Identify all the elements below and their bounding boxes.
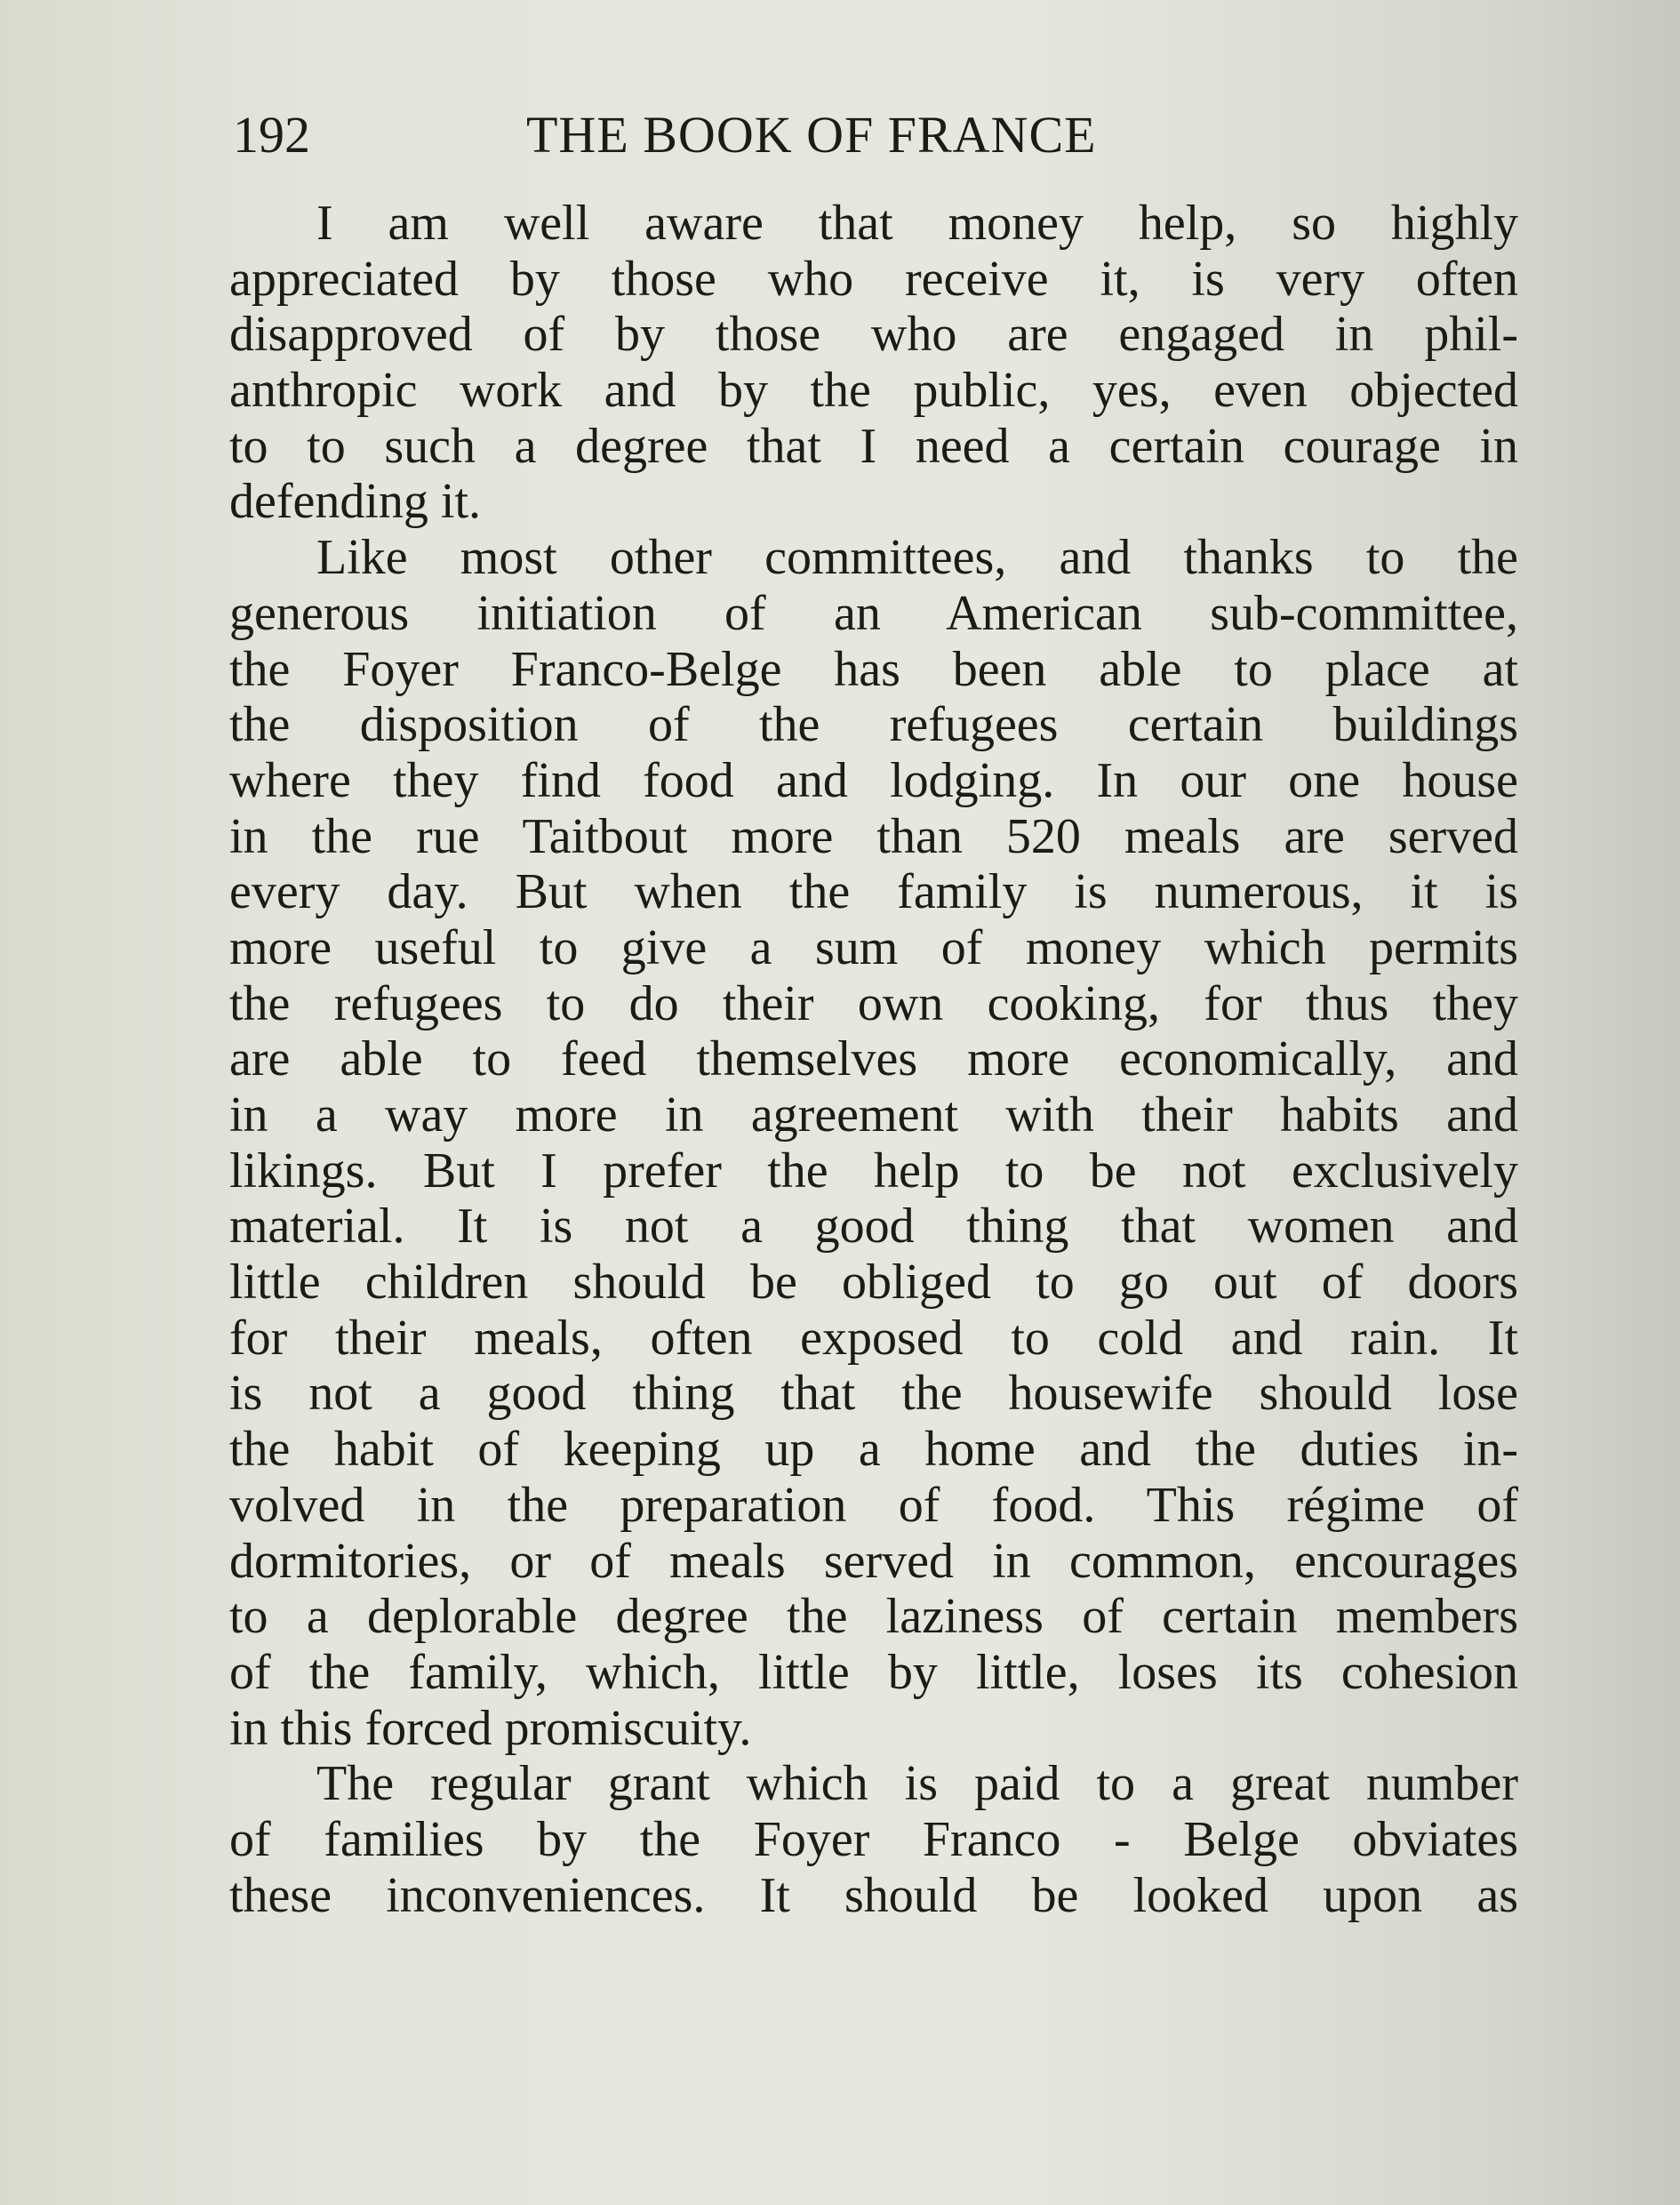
text-line: these inconveniences. It should be looked upon as bbox=[229, 1867, 1518, 1923]
text-line: disapproved of by those who are engaged in phil- bbox=[229, 307, 1518, 363]
text-line: for their meals, often exposed to cold and rain. It bbox=[229, 1310, 1518, 1366]
text-line: material. It is not a good thing that women and bbox=[229, 1199, 1518, 1255]
page-number: 192 bbox=[233, 106, 310, 164]
text-line: in the rue Taitbout more than 520 meals are served bbox=[229, 808, 1518, 864]
text-line: volved in the preparation of food. This régime of bbox=[229, 1477, 1518, 1533]
text-line: the refugees to do their own cooking, for thus they bbox=[229, 975, 1518, 1031]
text-line: dormitories, or of meals served in common, encourages bbox=[229, 1533, 1518, 1589]
text-line: are able to feed themselves more economically, and bbox=[229, 1031, 1518, 1087]
text-line: the disposition of the refugees certain buildings bbox=[229, 697, 1518, 753]
text-line: defending it. bbox=[229, 474, 482, 530]
text-line: the habit of keeping up a home and the duties in- bbox=[229, 1422, 1518, 1478]
text-line: Like most other committees, and thanks to the bbox=[316, 530, 1518, 586]
text-line: appreciated by those who receive it, is very often bbox=[229, 251, 1518, 307]
paragraph bbox=[229, 1756, 1518, 1923]
text-line: likings. But I prefer the help to be not exclusively bbox=[229, 1143, 1518, 1199]
running-title: THE BOOK OF FRANCE bbox=[526, 106, 1097, 164]
text-line: of the family, which, little by little, loses its cohesion bbox=[229, 1644, 1518, 1700]
text-line: where they find food and lodging. In our one house bbox=[229, 752, 1518, 808]
text-line: is not a good thing that the housewife should lose bbox=[229, 1366, 1518, 1422]
text-line: to to such a degree that I need a certain courage in bbox=[229, 418, 1518, 474]
text-line: The regular grant which is paid to a great number bbox=[316, 1756, 1518, 1812]
text-line: in this forced promiscuity. bbox=[229, 1700, 752, 1756]
paragraph bbox=[229, 196, 1518, 530]
text-line: anthropic work and by the public, yes, even objected bbox=[229, 363, 1518, 419]
text-line: the Foyer Franco-Belge has been able to place at bbox=[229, 641, 1518, 697]
text-line: I am well aware that money help, so highly bbox=[316, 196, 1518, 251]
text-line: generous initiation of an American sub-committee, bbox=[229, 585, 1518, 641]
text-line: every day. But when the family is numerous, it is bbox=[229, 864, 1518, 920]
text-line: of families by the Foyer Franco - Belge obviates bbox=[229, 1811, 1518, 1867]
running-header bbox=[233, 100, 1228, 171]
body-text bbox=[229, 196, 1518, 1923]
text-line: little children should be obliged to go out of doors bbox=[229, 1255, 1518, 1311]
text-line: in a way more in agreement with their habits and bbox=[229, 1087, 1518, 1143]
text-line: more useful to give a sum of money which permits bbox=[229, 919, 1518, 975]
paragraph bbox=[229, 530, 1518, 1756]
text-line: to a deplorable degree the laziness of certain members bbox=[229, 1589, 1518, 1645]
